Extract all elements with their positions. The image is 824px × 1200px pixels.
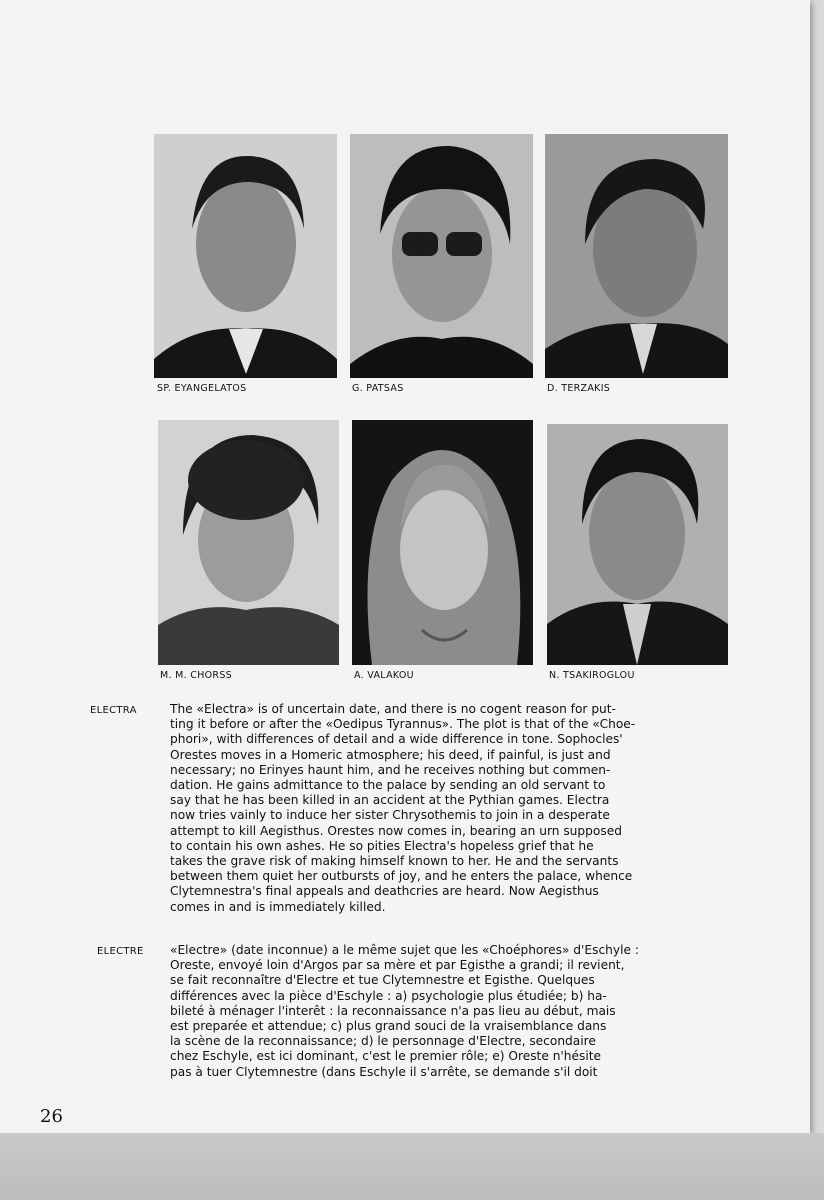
portrait-caption-6: N. TSAKIROGLOU xyxy=(549,670,635,681)
electra-body-text xyxy=(170,702,732,915)
scanner-background xyxy=(0,1133,824,1200)
portrait-caption-1: SP. EYANGELATOS xyxy=(157,383,247,394)
text-line: se fait reconnaître d'Electre et tue Clytemnestre et Egisthe. Quelques xyxy=(170,973,595,988)
section-label-electra: ELECTRA xyxy=(90,705,137,716)
text-line: dation. He gains admittance to the palace by sending an old servant to xyxy=(170,778,606,793)
text-line: say that he has been killed in an accident at the Pythian games. Electra xyxy=(170,793,610,808)
text-line: Oreste, envoyé loin d'Argos par sa mère et par Egisthe a grandi; il revient, xyxy=(170,958,625,973)
portrait-photo-1 xyxy=(154,134,337,378)
text-line: attempt to kill Aegisthus. Orestes now comes in, bearing an urn supposed xyxy=(170,823,622,838)
text-line: between them quiet her outbursts of joy, and he enters the palace, whence xyxy=(170,869,633,884)
text-line: est preparée et attendue; c) plus grand souci de la vraisemblance dans xyxy=(170,1019,607,1034)
portrait-caption-3: D. TERZAKIS xyxy=(547,383,611,394)
text-line: phori», with differences of detail and a wide difference in tone. Sophocles' xyxy=(170,732,623,747)
section-label-electre: ELECTRE xyxy=(97,946,144,957)
portrait-photo-3 xyxy=(545,134,728,378)
text-line: The «Electra» is of uncertain date, and there is no cogent reason for put- xyxy=(170,702,616,716)
text-line: comes in and is immediately killed. xyxy=(170,899,386,914)
page-number: 26 xyxy=(40,1106,63,1127)
portrait-photo-6 xyxy=(547,424,728,665)
text-line: ting it before or after the «Oedipus Tyrannus». The plot is that of the «Choe- xyxy=(170,717,636,732)
portrait-photo-4 xyxy=(158,420,339,665)
text-line: Clytemnestra's final appeals and deathcries are heard. Now Aegisthus xyxy=(170,884,599,899)
portrait-caption-4: M. M. CHORSS xyxy=(160,670,232,681)
text-line: bileté à ménager l'interêt : la reconnaissance n'a pas lieu au début, mais xyxy=(170,1003,616,1018)
text-line: takes the grave risk of making himself known to her. He and the servants xyxy=(170,854,619,869)
text-line: «Electre» (date inconnue) a le même sujet que les «Choéphores» d'Eschyle : xyxy=(170,943,639,957)
text-line: now tries vainly to induce her sister Chrysothemis to join in a desperate xyxy=(170,808,610,823)
text-line: Orestes moves in a Homeric atmosphere; his deed, if painful, is just and xyxy=(170,747,611,762)
text-line: necessary; no Erinyes haunt him, and he receives nothing but commen- xyxy=(170,762,611,777)
text-line: différences avec la pièce d'Eschyle : a) psychologie plus étudiée; b) ha- xyxy=(170,988,607,1003)
portrait-photo-5 xyxy=(352,420,533,665)
portrait-caption-5: A. VALAKOU xyxy=(354,670,414,681)
electre-body-text xyxy=(170,943,732,1080)
text-line: la scène de la reconnaissance; d) le personnage d'Electre, secondaire xyxy=(170,1034,596,1049)
portrait-photo-2 xyxy=(350,134,533,378)
portrait-caption-2: G. PATSAS xyxy=(352,383,404,394)
text-line: to contain his own ashes. He so pities Electra's hopeless grief that he xyxy=(170,838,594,853)
text-line: chez Eschyle, est ici dominant, c'est le premier rôle; e) Oreste n'hésite xyxy=(170,1049,602,1064)
text-line: pas à tuer Clytemnestre (dans Eschyle il s'arrête, se demande s'il doit xyxy=(170,1064,598,1079)
